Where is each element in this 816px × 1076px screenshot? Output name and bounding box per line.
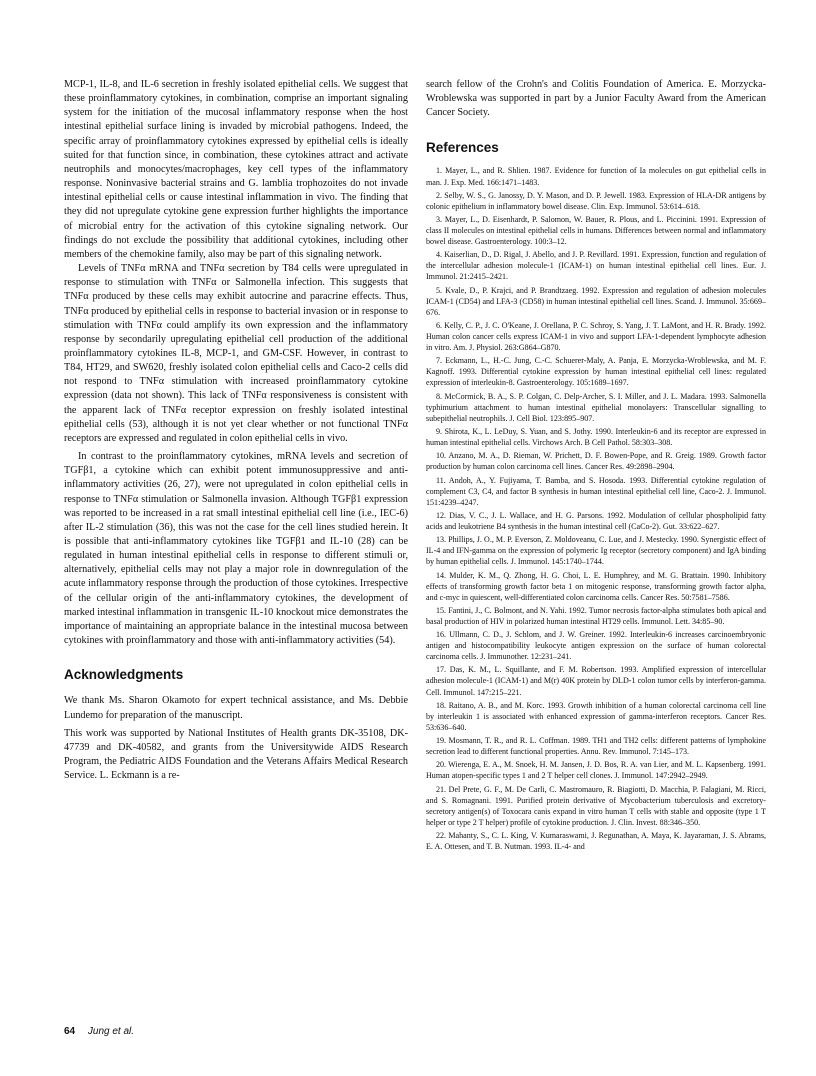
reference-item: 10. Anzano, M. A., D. Rieman, W. Prichett, D. F. Bowen-Pope, and R. Greig. 1989. Growth factor production by human colon carcinoma cell lines. Cancer Res. 49:2898–2904. xyxy=(426,451,766,472)
reference-item: 14. Mulder, K. M., Q. Zhong, H. G. Choi, L. E. Humphrey, and M. G. Brattain. 1990. Inhibitory effects of transforming growth factor beta 1 on mitogenic response, transforming growth factor alpha, and c-myc in quiescent, well-differentiated colon carcinoma cells. Cancer Res. 50:7581–7586. xyxy=(426,570,766,602)
body-paragraph-1: MCP-1, IL-8, and IL-6 secretion in freshly isolated epithelial cells. We suggest that these proinflammatory cytokines, in combination, comprise an important signaling system for the initiation of the mucosal inflammatory response when the host intestinal epithelial surface lining is invaded by microbial pathogens. Indeed, the specific array of proinflammatory cytokines expressed by epithelial cells is ideally suited for that function since, in combination, these cytokines attract and activate neutrophils and monocytes/macrophages, key cell types of the inflammatory response. Noninvasive bacterial strains and G. lamblia trophozoites do not invade intestinal epithelial cells or cause intestinal inflammation in vivo. The finding that they did not upregulate cytokine gene expression further highlights the importance of microbial entry for the activation of this cytokine signaling network. Our findings do not exclude the possibility that additional cytokines, including other members of the chemokine family, also may be part of this signaling network. xyxy=(64,79,408,260)
reference-item: 16. Ullmann, C. D., J. Schlom, and J. W. Greiner. 1992. Interleukin-6 increases carcinoembryonic antigen and histocompatibility leukocyte antigen expression on the surface of human colorectal carcinoma cells. J. Immunother. 12:231–241. xyxy=(426,630,766,662)
body-paragraph-3: In contrast to the proinflammatory cytokines, mRNA levels and secretion of TGFβ1, a cytokine which can exhibit potent immunosuppressive and anti-inflammatory activities (26, 27), were not upregulated in colon epithelial cells in response to TNFα stimulation or Salmonella invasion. Although TGFβ1 expression was reported to be increased in a rat small intestinal epithelial cell line (i.e., IEC-6) after IL-2 stimulation (36), this was not the case for the cell lines studied herein. It is possible that anti-inflammatory cytokines like TGFβ1 and IL-10 (28) can be regulated in human intestinal epithelial cells in response to different stimuli or, alternatively, epithelial cells may not play a major role in downregulation of the acute inflammatory response through the production of those cytokines. Irrespective of the cellular origin of the anti-inflammatory cytokines, the development of marked intestinal inflammation in transgenic IL-10 knockout mice demonstrates the importance of maintaining an appropriate balance in the intestinal mucosa between cytokines with proinflammatory and those with anti-inflammatory activities (54). xyxy=(64,451,408,647)
body-paragraph-2: Levels of TNFα mRNA and TNFα secretion by T84 cells were upregulated in response to stimulation with TNFα or Salmonella infection. This suggests that TNFα produced by these cells may exhibit autocrine and paracrine effects. Thus, TNFα produced by epithelial cells in response to bacterial invasion or in response to stimulation with TNFα could amplify its own expression and the inflammatory response by secondarily upregulating epithelial cell production of the additional proinflammatory cytokines IL-8, MCP-1, and GM-CSF. However, in contrast to T84, HT29, and SW620, freshly isolated colon epithelial cells and Caco-2 cells did not respond to TNFα stimulation with increased proinflammatory cytokine expression (data not shown). This lack of TNFα responsiveness is consistent with the apparent lack of TNFα receptor expression on freshly isolated intestinal epithelial cells (53), although it is not yet clear whether or not functional TNFα receptors are expressed and regulated in colon epithelial cells in vivo. xyxy=(64,263,408,444)
reference-item: 4. Kaiserlian, D., D. Rigal, J. Abello, and J. P. Revillard. 1991. Expression, function and regulation of the intercellular adhesion molecule-1 (ICAM-1) on human intestinal epithelial cell lines. Eur. J. Immunol. 21:2415–2421. xyxy=(426,250,766,282)
reference-item: 18. Raitano, A. B., and M. Korc. 1993. Growth inhibition of a human colorectal carcinoma cell line by interleukin 1 is associated with enhanced expression of gamma-interferon receptors. Cancer Res. 53:636–640. xyxy=(426,700,766,732)
reference-item: 1. Mayer, L., and R. Shlien. 1987. Evidence for function of Ia molecules on gut epithelial cells in man. J. Exp. Med. 166:1471–1483. xyxy=(426,166,766,187)
references-heading: References xyxy=(426,140,499,156)
reference-item: 3. Mayer, L., D. Eisenhardt, P. Salomon, W. Bauer, R. Plous, and L. Piccinini. 1991. Expression of class II molecules on intestinal epithelial cells in humans. Differences between normal and inflammatory bowel disease. Gastroenterology. 100:3–12. xyxy=(426,215,766,247)
reference-item: 9. Shirota, K., L. LeDuy, S. Yuan, and S. Jothy. 1990. Interleukin-6 and its receptor are expressed in human intestinal epithelial cells. Virchows Arch. B Cell Pathol. 58:303–308. xyxy=(426,427,766,448)
funding-continued: search fellow of the Crohn's and Colitis Foundation of America. E. Morzycka-Wroblewska was supported in part by a Junior Faculty Award from the American Cancer Society. xyxy=(426,79,766,119)
right-column xyxy=(426,78,766,854)
reference-list xyxy=(426,165,766,852)
reference-item: 8. McCormick, B. A., S. P. Colgan, C. Delp-Archer, S. I. Miller, and J. L. Madara. 1993. Salmonella typhimurium attachment to human intestinal epithelial monolayers: Transcellular signalling to subepithelial neutrophils. J. Cell Biol. 123:895–907. xyxy=(426,391,766,423)
reference-item: 17. Das, K. M., L. Squillante, and F. M. Robertson. 1993. Amplified expression of intercellular adhesion molecule-1 (ICAM-1) and M(r) 40K protein by DLD-1 colon tumor cells by interferon-gamma. Cell. Immunol. 147:215–221. xyxy=(426,665,766,697)
reference-item: 5. Kvale, D., P. Krajci, and P. Brandtzaeg. 1992. Expression and regulation of adhesion molecules ICAM-1 (CD54) and LFA-3 (CD58) in human intestinal epithelial cell lines. Scand. J. Immunol. 35:669–676. xyxy=(426,285,766,317)
reference-item: 19. Mosmann, T. R., and R. L. Coffman. 1989. TH1 and TH2 cells: different patterns of lymphokine secretion lead to different functional properties. Annu. Rev. Immunol. 7:145–173. xyxy=(426,736,766,757)
acknowledgments-section xyxy=(64,694,408,783)
left-column xyxy=(64,78,408,787)
reference-item: 7. Eckmann, L., H.-C. Jung, C.-C. Schuerer-Maly, A. Panja, E. Morzycka-Wroblewska, and M. F. Kagnoff. 1993. Differential cytokine expression by human intestinal epithelial cell lines: regulated expression of interleukin-8. Gastroenterology. 105:1689–1697. xyxy=(426,356,766,388)
reference-item: 13. Phillips, J. O., M. P. Everson, Z. Moldoveanu, C. Lue, and J. Mestecky. 1990. Synergistic effect of IL-4 and IFN-gamma on the expression of polymeric Ig receptor (secretory component) and IgA binding by human epithelial cells. J. Immunol. 145:1740–1744. xyxy=(426,535,766,567)
reference-item: 6. Kelly, C. P., J. C. O'Keane, J. Orellana, P. C. Schroy, S. Yang, J. T. LaMont, and H. R. Brady. 1992. Human colon cancer cells express ICAM-1 in vivo and support LFA-1-dependent lymphocyte adhesion in vitro. Am. J. Physiol. 263:G864–G870. xyxy=(426,321,766,353)
reference-item: 12. Dias, V. C., J. L. Wallace, and H. G. Parsons. 1992. Modulation of cellular phospholipid fatty acids and leukotriene B4 synthesis in the human intestinal cell (CaCo-2). Gut. 33:622–627. xyxy=(426,510,766,531)
running-author: Jung et al. xyxy=(87,1026,135,1037)
reference-item: 21. Del Prete, G. F., M. De Carli, C. Mastromauro, R. Biagiotti, D. Macchia, P. Falagiani, M. Ricci, and S. Romagnani. 1991. Purified protein derivative of Mycobacterium tuberculosis and excretory-secretory antigen(s) of Toxocara canis expand in vitro human T cells with stable and opposite (type 1 T helper or type 2 T helper) profile of cytokine production. J. Clin. Invest. 88:346–350. xyxy=(426,784,766,827)
reference-item: 20. Wierenga, E. A., M. Snoek, H. M. Jansen, J. D. Bos, R. A. van Lier, and M. L. Kapsenberg. 1991. Human atopen-specific types 1 and 2 T helper cell clones. J. Immunol. 147:2942–2949. xyxy=(426,760,766,781)
page-number: 64 xyxy=(64,1026,76,1037)
reference-item: 2. Selby, W. S., G. Janossy, D. Y. Mason, and D. P. Jewell. 1983. Expression of HLA-DR antigens by colonic epithelium in inflammatory bowel disease. Clin. Exp. Immunol. 53:614–618. xyxy=(426,190,766,211)
page-footer xyxy=(64,1026,134,1037)
reference-item: 22. Mahanty, S., C. L. King, V. Kumaraswami, J. Regunathan, A. Maya, K. Jayaraman, J. S. Abrams, E. A. Ottesen, and T. B. Nutman. 1993. IL-4- and xyxy=(426,831,766,852)
acknowledgments-text: We thank Ms. Sharon Okamoto for expert technical assistance, and Ms. Debbie Lundemo for preparation of the manuscript. xyxy=(64,695,408,721)
reference-item: 15. Fantini, J., C. Bolmont, and N. Yahi. 1992. Tumor necrosis factor-alpha stimulates both apical and basal production of HIV in polarized human intestinal HT29 cells. Immunol. Lett. 34:85–90. xyxy=(426,605,766,626)
acknowledgments-heading: Acknowledgments xyxy=(64,667,184,683)
funding-text: This work was supported by National Institutes of Health grants DK-35108, DK-47739 and DK-40582, and grants from the Universitywide AIDS Research Program, the Pediatric AIDS Foundation and the Veterans Affairs Medical Research Service. L. Eckmann is a re- xyxy=(64,727,408,782)
reference-item: 11. Andoh, A., Y. Fujiyama, T. Bamba, and S. Hosoda. 1993. Differential cytokine regulation of complement C3, C4, and factor B synthesis in human intestinal epithelial cell line, Caco-2. J. Immunol. 151:4239–4247. xyxy=(426,475,766,507)
